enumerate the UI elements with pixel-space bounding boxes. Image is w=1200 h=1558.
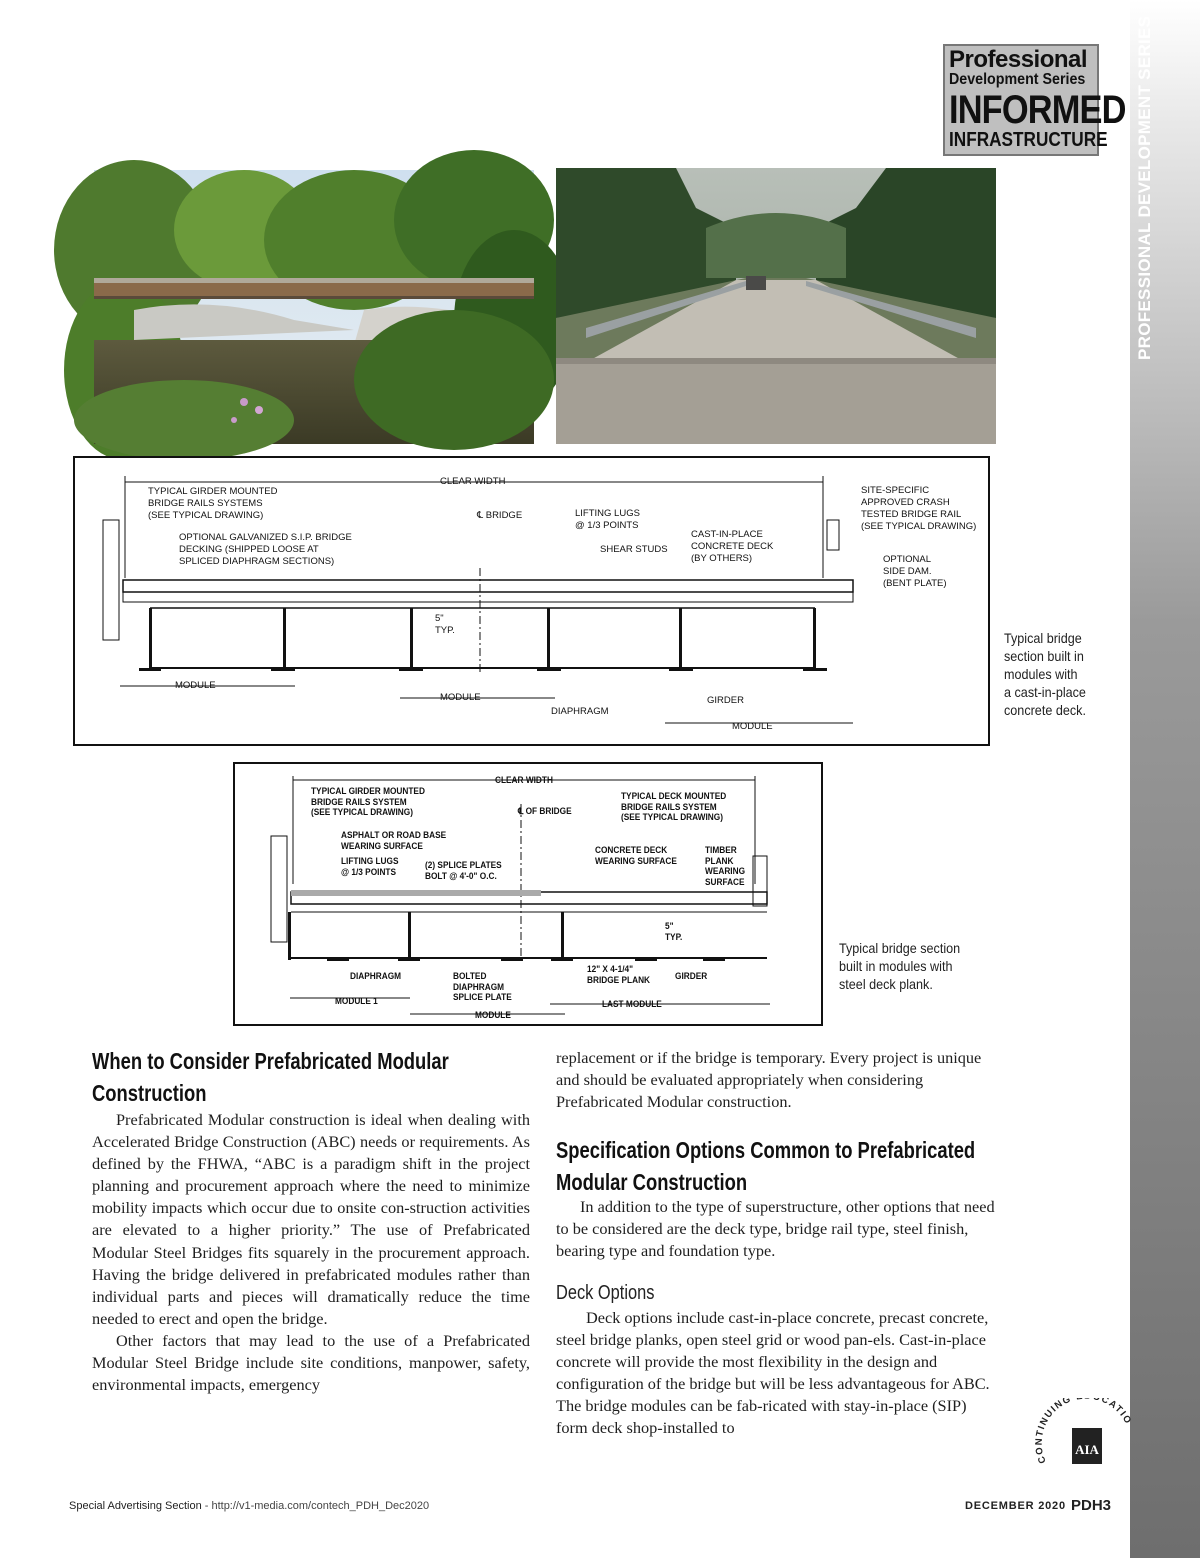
figure-1-caption: Typical bridge section built in modules with a cast-in-place concrete deck. — [1004, 630, 1086, 718]
girder-rails-label: TYPICAL GIRDER MOUNTED BRIDGE RAILS SYSTEMS (SEE TYPICAL DRAWING) — [148, 486, 278, 521]
module-label-2: MODULE — [475, 1010, 511, 1020]
heading-line-1: Specification Options Common to Prefabricated — [556, 1137, 976, 1163]
paragraph-replacement: replacement or if the bridge is temporary. Every project is unique and should be evaluated appropriately when considering Prefabricated Modular construction. — [556, 1048, 982, 1112]
bridge-plank-label: 12" X 4-1/4" BRIDGE PLANK — [587, 964, 651, 985]
module-mid-label: MODULE — [440, 692, 481, 703]
figure-2-section-drawing — [233, 762, 823, 1026]
figure-2-caption: Typical bridge section built in modules with steel deck plank. — [839, 940, 961, 992]
sip-decking-label: OPTIONAL GALVANIZED S.I.P. BRIDGE DECKING (SHIPPED LOOSE AT SPLICED DIAPHRAGM SECTIONS) — [179, 532, 352, 567]
clear-width-label: CLEAR WIDTH — [440, 476, 506, 487]
heading-line-1: When to Consider Prefabricated Modular — [92, 1048, 449, 1074]
footer-date: DECEMBER 2020 — [965, 1500, 1066, 1512]
subheading-deck-options: Deck Options — [556, 1282, 655, 1304]
crash-rail-label: SITE-SPECIFIC APPROVED CRASH TESTED BRIDGE RAIL (SEE TYPICAL DRAWING) — [861, 485, 977, 532]
last-module-label: LAST MODULE — [602, 999, 662, 1009]
footer-url: - http://v1-media.com/contech_PDH_Dec2020 — [201, 1500, 430, 1512]
footer-page-number: PDH3 — [1071, 1497, 1112, 1514]
typ-dimension-label-2: 5" TYP. — [665, 921, 683, 942]
asphalt-label: ASPHALT OR ROAD BASE WEARING SURFACE — [341, 830, 447, 851]
paragraph-options: In addition to the type of superstructure, other options that need to be considered are the deck type, bridge rail type, steel finish, bearing type and foundation type. — [556, 1197, 995, 1261]
bridge-centerline-label-2: ℄ OF BRIDGE — [518, 806, 572, 816]
module-1-label: MODULE 1 — [335, 996, 378, 1006]
figure-1-section-drawing — [73, 456, 990, 746]
concrete-deck-label: CONCRETE DECK WEARING SURFACE — [595, 845, 677, 866]
logo-line-3: INFORMED — [949, 88, 1126, 132]
deck-rails-label: TYPICAL DECK MOUNTED BRIDGE RAILS SYSTEM (SEE TYPICAL DRAWING) — [621, 791, 727, 822]
sidebar-label: PROFESSIONAL DEVELOPMENT SERIES — [1135, 15, 1154, 360]
badge-arc-text: CONTINUING CATIO — [1033, 1398, 1134, 1465]
lifting-lugs-label: LIFTING LUGS @ 1/3 POINTS — [575, 508, 640, 531]
photo-bridge-over-river — [94, 170, 534, 444]
girder-label-2: GIRDER — [675, 971, 708, 981]
paragraph-abc: Prefabricated Modular construction is ideal when dealing with Accelerated Bridge Construction (ABC) needs or requirements. As defined by the FHWA, “ABC is a paradigm shift in the project planning and procurement approach where the need to minimize mobility impacts which occur due to onsite con-struction activities are elevated to a higher priority.” The use of Prefabricated Modular Steel Bridges fits squarely in the procurement approach. Having the bridge delivered in prefabricated modules rather than individual parts and pieces will dramatically reduce the time needed to erect and open the bridge. — [92, 1110, 530, 1328]
bridge-centerline-label: ℄ BRIDGE — [477, 510, 523, 521]
heading-line-2: Modular Construction — [556, 1169, 748, 1195]
lifting-lugs-label-2: LIFTING LUGS @ 1/3 POINTS — [341, 856, 399, 877]
left-column-body — [92, 1109, 530, 1396]
aia-continuing-education-badge — [1030, 1398, 1134, 1470]
side-dam-label: OPTIONAL SIDE DAM. (BENT PLATE) — [883, 554, 947, 589]
footer-left — [69, 1500, 429, 1512]
clear-width-label-2: CLEAR WIDTH — [495, 775, 553, 785]
module-left-label: MODULE — [175, 680, 216, 691]
paragraph-deck-options: Deck options include cast-in-place concrete, precast concrete, steel bridge planks, open steel grid or wood pan-els. Cast-in-place concrete will provide the most flexibility in the design and configuration of the bridge but will be less advantageous for ABC. The bridge modules can be fab-ricated with stay-in-place (SIP) form deck shop-installed to — [556, 1308, 990, 1438]
splice-plates-label: (2) SPLICE PLATES BOLT @ 4'-0" O.C. — [425, 860, 502, 881]
diaphragm-label-2: DIAPHRAGM — [350, 971, 402, 981]
paragraph-other-factors: Other factors that may lead to the use of a Prefabricated Modular Steel Bridge include site conditions, manpower, safety, environmental impacts, emergency — [92, 1330, 530, 1395]
bolted-splice-label: BOLTED DIAPHRAGM SPLICE PLATE — [453, 971, 512, 1002]
logo-line-4: INFRASTRUCTURE — [949, 129, 1108, 151]
section-heading-specification-options — [556, 1134, 975, 1198]
cip-deck-label: CAST-IN-PLACE CONCRETE DECK (BY OTHERS) — [691, 529, 774, 564]
series-logo — [943, 44, 1126, 156]
photo-bridge-deck — [556, 168, 996, 444]
timber-plank-label: TIMBER PLANK WEARING SURFACE — [705, 845, 746, 887]
badge-mark: AIA — [1075, 1442, 1099, 1457]
girder-label: GIRDER — [707, 695, 744, 706]
heading-line-2: Construction — [92, 1080, 207, 1106]
logo-line-2: Development Series — [949, 71, 1086, 88]
girder-rails-label-2: TYPICAL GIRDER MOUNTED BRIDGE RAILS SYSTEM (SEE TYPICAL DRAWING) — [311, 786, 425, 817]
diaphragm-label: DIAPHRAGM — [551, 706, 609, 717]
section-heading-when-to-consider — [92, 1045, 449, 1109]
footer-section-label: Special Advertising Section — [69, 1500, 202, 1512]
typ-dimension-label: 5" TYP. — [435, 613, 455, 636]
module-right-label: MODULE — [732, 721, 773, 732]
logo-line-1: Professional — [949, 46, 1088, 73]
shear-studs-label: SHEAR STUDS — [600, 544, 668, 555]
